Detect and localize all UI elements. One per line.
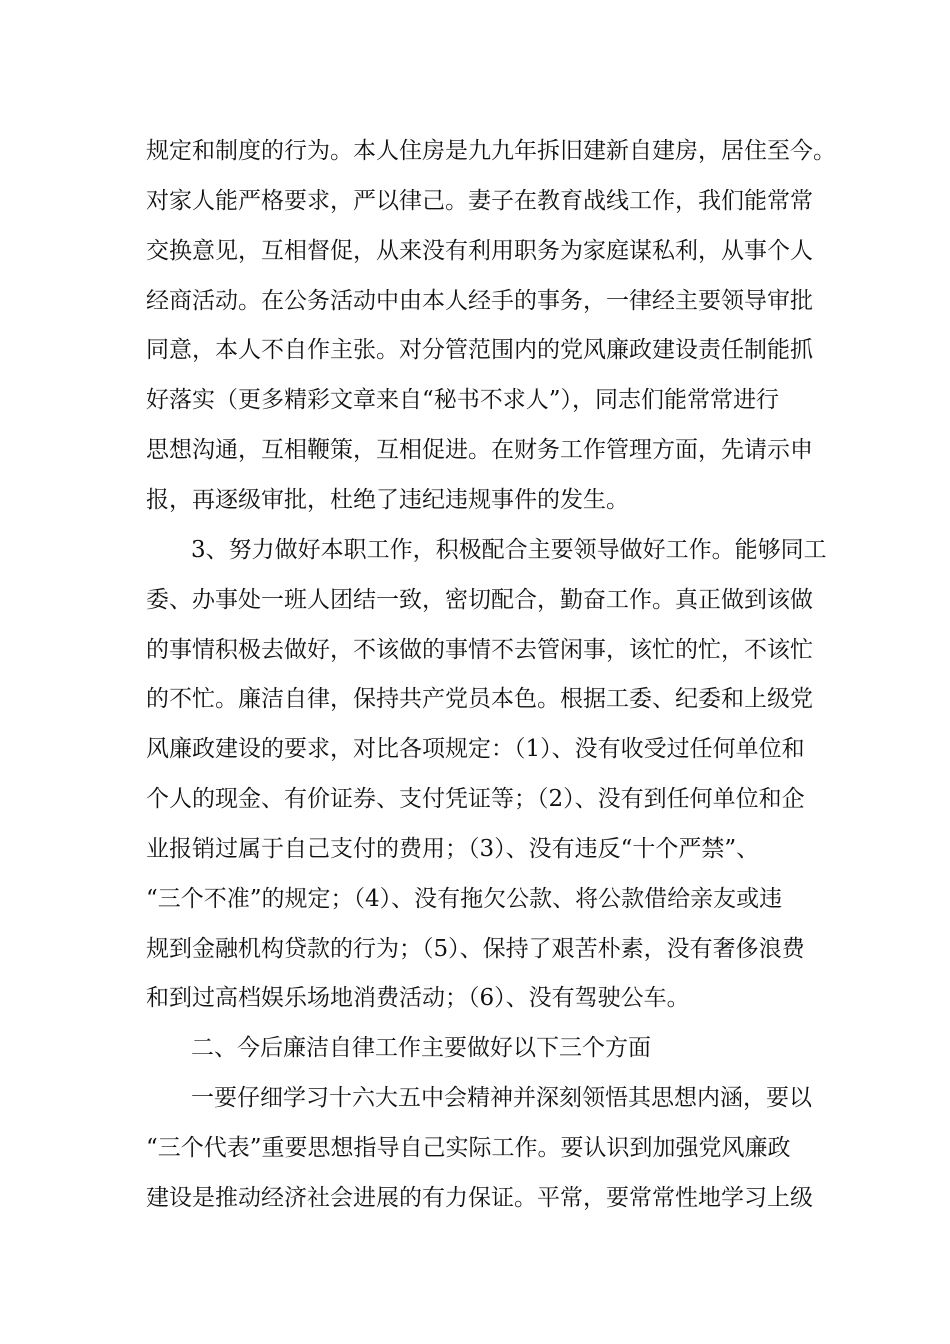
paragraph-start-line: 3、努力做好本职工作，积极配合主要领导做好工作。能够同工	[191, 537, 827, 563]
text-line: 经商活动。在公务活动中由本人经手的事务，一律经主要领导审批	[146, 288, 813, 314]
text-line: “三个不准”的规定；（4）、没有拖欠公款、将公款借给亲友或违	[146, 886, 783, 912]
text-line: 规到金融机构贷款的行为；（5）、保持了艰苦朴素，没有奢侈浪费	[146, 936, 805, 962]
text-line: 风廉政建设的要求，对比各项规定：（1）、没有收受过任何单位和	[146, 736, 805, 762]
text-line: 报，再逐级审批，杜绝了违纪违规事件的发生。	[146, 487, 629, 513]
section-heading: 二、今后廉洁自律工作主要做好以下三个方面	[191, 1035, 651, 1061]
text-line: 交换意见，互相督促，从来没有利用职务为家庭谋私利，从事个人	[146, 238, 813, 264]
paragraph-start-line: 一要仔细学习十六大五中会精神并深刻领悟其思想内涵，要以	[191, 1085, 812, 1111]
text-line: 的不忙。廉洁自律，保持共产党员本色。根据工委、纪委和上级党	[146, 686, 813, 712]
text-line: 思想沟通，互相鞭策，互相促进。在财务工作管理方面，先请示申	[146, 437, 813, 463]
text-line: 对家人能严格要求，严以律己。妻子在教育战线工作，我们能常常	[146, 188, 813, 214]
text-line: 个人的现金、有价证券、支付凭证等；（2）、没有到任何单位和企	[146, 786, 805, 812]
text-line: 业报销过属于自己支付的费用；（3）、没有违反“十个严禁”、	[146, 836, 760, 862]
text-line: 同意，本人不自作主张。对分管范围内的党风廉政建设责任制能抓	[146, 337, 813, 363]
text-line: 的事情积极去做好，不该做的事情不去管闲事，该忙的忙，不该忙	[146, 637, 813, 663]
text-line: 委、办事处一班人团结一致，密切配合，勤奋工作。真正做到该做	[146, 587, 813, 613]
text-line: 好落实（更多精彩文章来自“秘书不求人”），同志们能常常进行	[146, 387, 780, 413]
text-line: 规定和制度的行为。本人住房是九九年拆旧建新自建房，居住至今。	[146, 138, 836, 164]
text-line: 建设是推动经济社会进展的有力保证。平常，要常常性地学习上级	[146, 1185, 813, 1211]
text-line: “三个代表”重要思想指导自己实际工作。要认识到加强党风廉政	[146, 1135, 791, 1161]
text-line: 和到过高档娱乐场地消费活动；（6）、没有驾驶公车。	[146, 985, 690, 1011]
